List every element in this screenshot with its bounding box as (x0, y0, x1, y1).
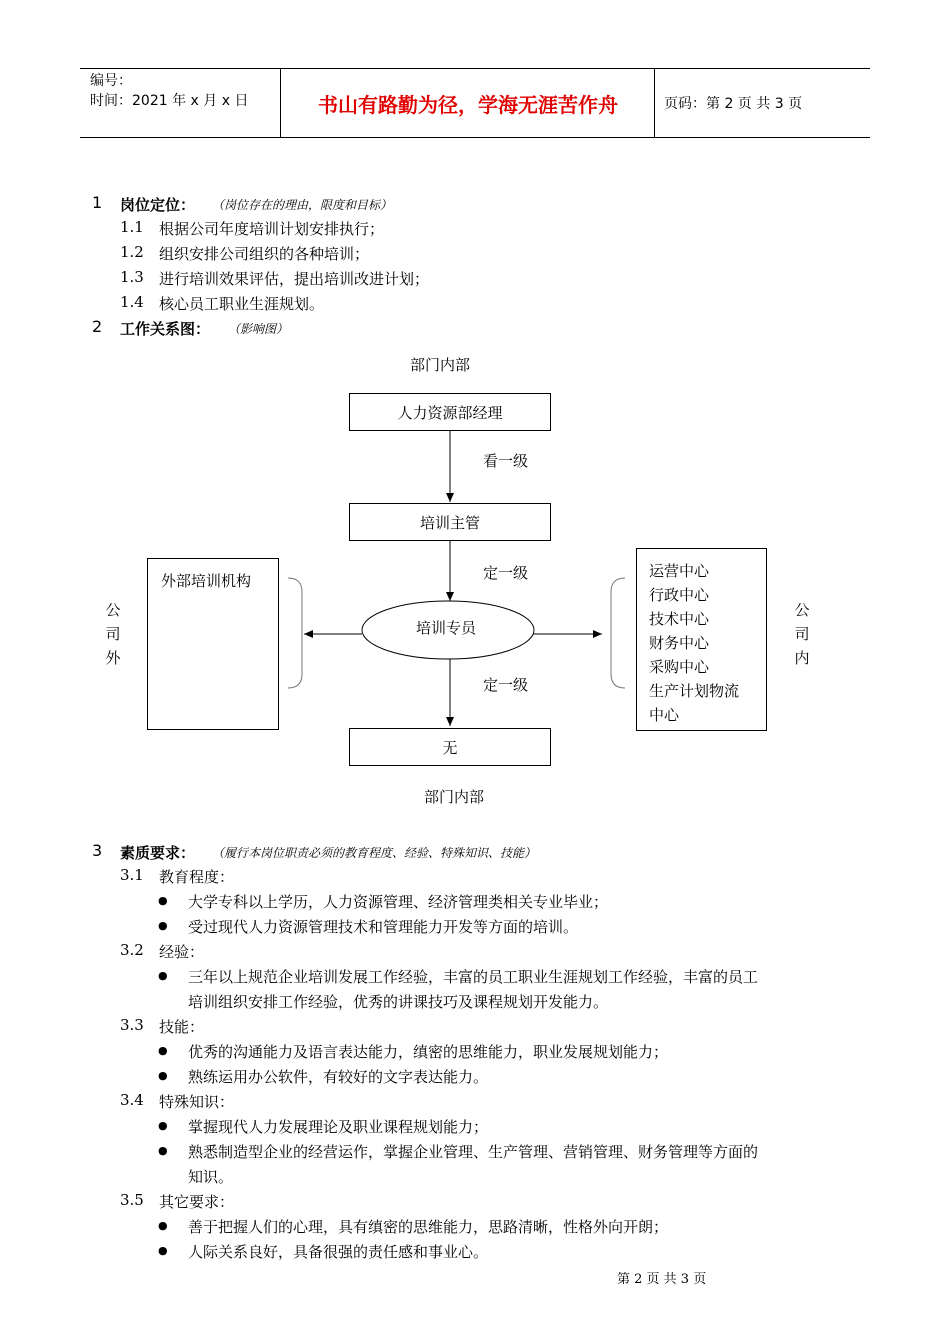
box-external (147, 558, 279, 730)
section-3-sub-number: 3.2 (120, 941, 144, 959)
section-1-item-number: 1.3 (120, 268, 144, 286)
header-time: 时间：2021 年 x 月 x 日 (90, 93, 249, 109)
internal-list (649, 559, 739, 727)
side-char: 司 (794, 625, 810, 643)
bullet-text: 人际关系良好，具备很强的责任感和事业心。 (188, 1243, 489, 1261)
bullet-text: 熟悉制造型企业的经营运作，掌握企业管理、生产管理、营销管理、财务管理等方面的 (188, 1143, 759, 1161)
bullet-text: 知识。 (188, 1168, 234, 1186)
side-char: 司 (105, 625, 121, 643)
internal-item: 运营中心 (649, 562, 710, 580)
section-3-sub-title: 技能： (159, 1018, 205, 1036)
section-1-number: 1 (92, 193, 103, 212)
box-none-label: 无 (442, 738, 458, 757)
bullet-icon: ● (158, 1069, 168, 1082)
section-1-item-number: 1.1 (120, 218, 144, 236)
section-1-item-text: 进行培训效果评估，提出培训改进计划； (159, 270, 430, 288)
internal-item: 生产计划物流 (649, 682, 740, 700)
header-code: 编号： (90, 73, 132, 89)
bullet-text: 受过现代人力资源管理技术和管理能力开发等方面的培训。 (188, 918, 579, 936)
external-side-label (103, 598, 123, 670)
arrow3-label: 定一级 (483, 676, 529, 694)
header-page-number: 页码：第 2 页 共 3 页 (664, 96, 803, 112)
bullet-icon: ● (158, 1119, 168, 1132)
section-1-item-number: 1.2 (120, 243, 144, 261)
box-hr-manager (349, 393, 551, 431)
section-2-title: 工作关系图： (120, 320, 211, 338)
internal-item: 采购中心 (649, 658, 710, 676)
bullet-text: 大学专科以上学历，人力资源管理、经济管理类相关专业毕业； (188, 893, 609, 911)
box-training-supervisor-label: 培训主管 (419, 513, 480, 532)
section-1-item-text: 根据公司年度培训计划安排执行； (159, 220, 385, 238)
bullet-icon: ● (158, 1044, 168, 1057)
bullet-text: 掌握现代人力发展理论及职业课程规划能力； (188, 1118, 489, 1136)
arrow1-label: 看一级 (483, 452, 529, 470)
bullet-icon: ● (158, 894, 168, 907)
section-3-sub-title: 教育程度： (159, 868, 235, 886)
section-1-item-number: 1.4 (120, 293, 144, 311)
external-bracket (288, 578, 302, 688)
internal-item: 财务中心 (649, 634, 710, 652)
arrow2-label: 定一级 (483, 564, 529, 582)
internal-item: 行政中心 (649, 586, 710, 604)
bullet-icon: ● (158, 919, 168, 932)
footer-page-number: 第 2 页 共 3 页 (617, 1272, 707, 1287)
section-1-note: （岗位存在的理由，限度和目标） (212, 198, 393, 212)
box-training-supervisor (349, 503, 551, 541)
bullet-icon: ● (158, 1244, 168, 1257)
section-3-sub-number: 3.1 (120, 866, 144, 884)
section-2-number: 2 (92, 317, 103, 336)
section-3-sub-title: 其它要求： (159, 1193, 235, 1211)
section-1-item-text: 组织安排公司组织的各种培训； (159, 245, 370, 263)
bullet-text: 熟练运用办公软件，有较好的文字表达能力。 (188, 1068, 489, 1086)
side-char: 内 (794, 649, 810, 667)
specialist-label: 培训专员 (416, 619, 477, 637)
box-external-label: 外部培训机构 (161, 572, 252, 590)
diagram-bottom-label: 部门内部 (424, 788, 485, 806)
side-char: 公 (794, 601, 810, 619)
internal-item: 技术中心 (649, 610, 710, 628)
section-3-sub-number: 3.4 (120, 1091, 144, 1109)
section-3-title: 素质要求： (120, 844, 196, 862)
box-hr-manager-label: 人力资源部经理 (397, 403, 503, 422)
box-none (349, 728, 551, 766)
section-3-sub-title: 特殊知识： (159, 1093, 235, 1111)
internal-item: 中心 (649, 706, 680, 724)
bullet-icon: ● (158, 969, 168, 982)
bullet-text: 培训组织安排工作经验，优秀的讲课技巧及课程规划开发能力。 (188, 993, 609, 1011)
header-motto: 书山有路勤为径，学海无涯苦作舟 (318, 92, 618, 117)
bullet-text: 三年以上规范企业培训发展工作经验，丰富的员工职业生涯规划工作经验，丰富的员工 (188, 968, 759, 986)
box-internal (636, 548, 767, 731)
section-2-note: （影响图） (228, 322, 289, 336)
bullet-text: 善于把握人们的心理，具有缜密的思维能力，思路清晰，性格外向开朗； (188, 1218, 669, 1236)
section-1-title: 岗位定位： (120, 196, 196, 214)
section-3-sub-number: 3.5 (120, 1191, 144, 1209)
internal-bracket (611, 578, 625, 688)
side-char: 外 (105, 649, 121, 667)
section-3-number: 3 (92, 841, 103, 860)
section-1-item-text: 核心员工职业生涯规划。 (159, 295, 325, 313)
bullet-icon: ● (158, 1144, 168, 1157)
diagram-top-label: 部门内部 (410, 356, 471, 374)
internal-side-label (792, 598, 812, 670)
bullet-text: 优秀的沟通能力及语言表达能力，缜密的思维能力，职业发展规划能力； (188, 1043, 669, 1061)
section-3-sub-number: 3.3 (120, 1016, 144, 1034)
side-char: 公 (105, 601, 121, 619)
bullet-icon: ● (158, 1219, 168, 1232)
section-3-note: （履行本岗位职责必须的教育程度、经验、特殊知识、技能） (212, 846, 537, 860)
section-3-sub-title: 经验： (159, 943, 205, 961)
